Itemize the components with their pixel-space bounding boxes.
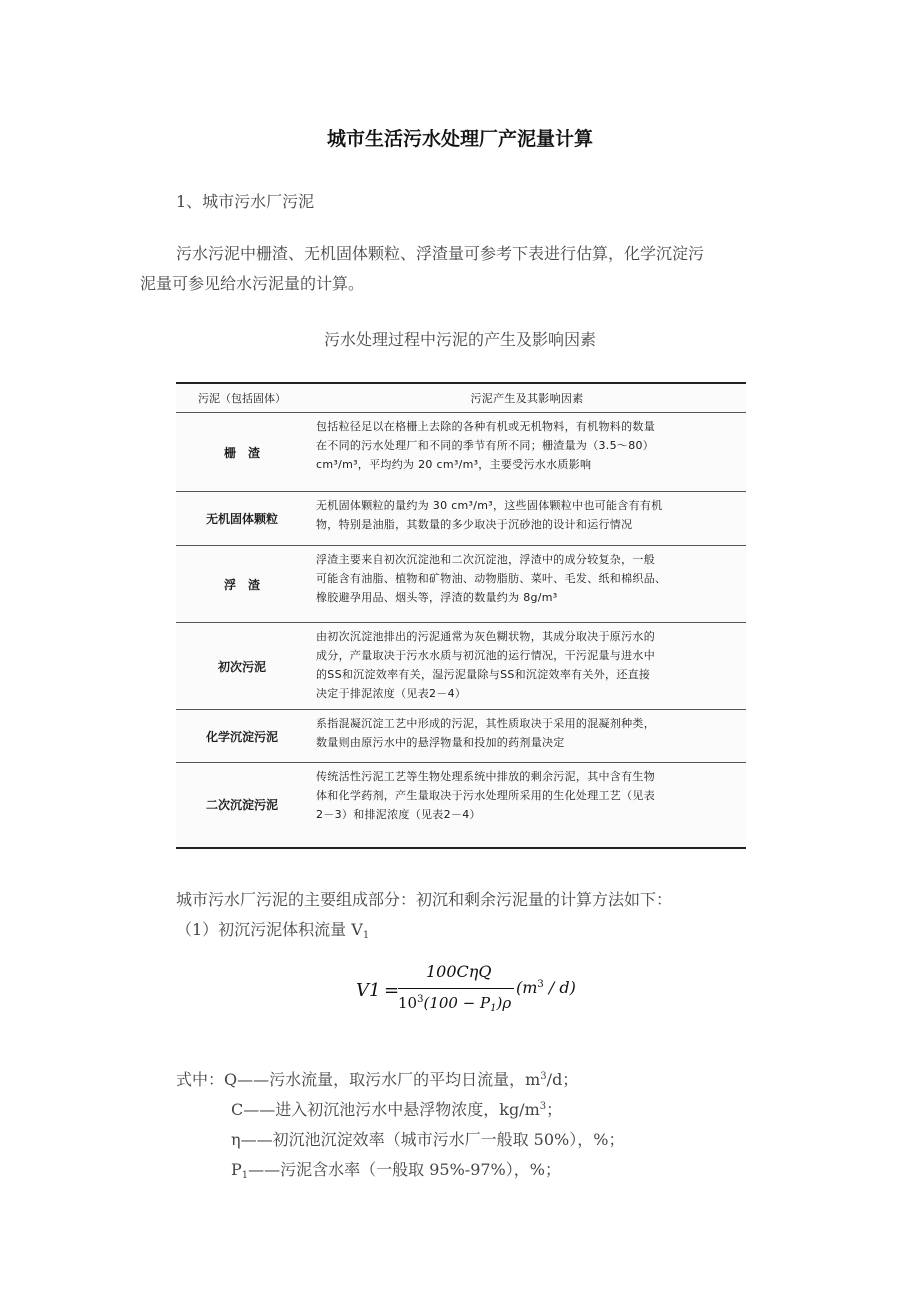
table-row xyxy=(176,492,746,546)
page-title: 城市生活污水处理厂产泥量计算 xyxy=(326,128,593,150)
table-header-row xyxy=(176,384,746,413)
formula-numerator: 100CηQ xyxy=(426,962,492,981)
paragraph-line: 城市污水厂污泥的主要组成部分：初沉和剩余污泥量的计算方法如下： xyxy=(176,890,673,909)
definition-eta: η——初沉池沉淀效率（城市污水厂一般取 50%），%； xyxy=(231,1130,625,1149)
sludge-table xyxy=(176,382,746,849)
paragraph-line: 泥量可参见给水污泥量的计算。 xyxy=(140,274,365,293)
table-caption: 污水处理过程中污泥的产生及影响因素 xyxy=(323,330,596,349)
formula-equals: = xyxy=(384,980,400,1001)
row-description: 无机固体颗粒的量约为 30 cm³/m³，这些固体颗粒中也可能含有有机 物，特别是油脂，其数量的多少取决于沉砂池的设计和运行情况 xyxy=(316,499,663,531)
row-description: 包括粒径足以在格栅上去除的各种有机或无机物料，有机物料的数量 在不同的污水处理厂和不同的季节有所不同；栅渣量为（3.5～80） cm³/m³，平均约为 20 cm³/m³，主要受污水水质影响 xyxy=(316,420,655,471)
table-row xyxy=(176,546,746,623)
row-label: 栅 渣 xyxy=(223,445,260,460)
definition-q: 式中：Q——污水流量，取污水厂的平均日流量，$m^3/d$； xyxy=(176,1070,579,1089)
table-header-cell: 污泥产生及其影响因素 xyxy=(470,391,584,405)
definition-p1: $P_1——$污泥含水率（一般取 95%-97%），%； xyxy=(231,1160,561,1181)
fraction-bar xyxy=(398,988,514,989)
row-description: 由初次沉淀池排出的污泥通常为灰色糊状物，其成分取决于原污水的 成分，产量取决于污水水质与初沉池的运行情况，干污泥量与进水中 的SS和沉淀效率有关，湿污泥量除与SS和沉淀效率有关外，还直接 决定于排泥浓度（见表2－4） xyxy=(316,630,655,700)
list-item: （1）初沉污泥体积流量 $V_1$ xyxy=(176,920,370,941)
row-description: 传统活性污泥工艺等生物处理系统中排放的剩余污泥，其中含有生物 体和化学药剂，产生量取决于污水处理所采用的生化处理工艺（见表 2－3）和排泥浓度（见表2－4） xyxy=(316,770,655,821)
row-description: 系指混凝沉淀工艺中形成的污泥，其性质取决于采用的混凝剂种类， 数量则由原污水中的悬浮物量和投加的药剂量决定 xyxy=(316,717,655,749)
table-row xyxy=(176,623,746,710)
row-description: 浮渣主要来自初次沉淀池和二次沉淀池，浮渣中的成分较复杂，一般 可能含有油脂、植物和矿物油、动物脂肪、菜叶、毛发、纸和棉织品、 橡胶避孕用品、烟头等，浮渣的数量约为 8g/m³ xyxy=(316,553,667,604)
row-label: 浮 渣 xyxy=(223,577,260,592)
formula-denominator: $10^3(100 - P_1)\rho$ xyxy=(398,994,512,1014)
formula xyxy=(356,960,586,1020)
table-row xyxy=(176,710,746,763)
paragraph-line: 污水污泥中栅渣、无机固体颗粒、浮渣量可参考下表进行估算，化学沉淀污 xyxy=(176,244,705,263)
formula-lhs: V1 xyxy=(356,980,381,1001)
formula-unit: $(m^3 / d)$ xyxy=(516,978,576,997)
table-header-cell: 污泥（包括固体） xyxy=(198,392,286,405)
table-row xyxy=(176,413,746,492)
row-label: 化学沉淀污泥 xyxy=(205,729,278,744)
row-label: 二次沉淀污泥 xyxy=(205,797,278,812)
row-label: 初次污泥 xyxy=(217,659,266,674)
table-row xyxy=(176,763,746,845)
definition-c: C——进入初沉池污水中悬浮物浓度，$kg/m^3$； xyxy=(231,1100,563,1119)
row-label: 无机固体颗粒 xyxy=(205,512,278,526)
section-heading: 1、城市污水厂污泥 xyxy=(176,192,315,211)
